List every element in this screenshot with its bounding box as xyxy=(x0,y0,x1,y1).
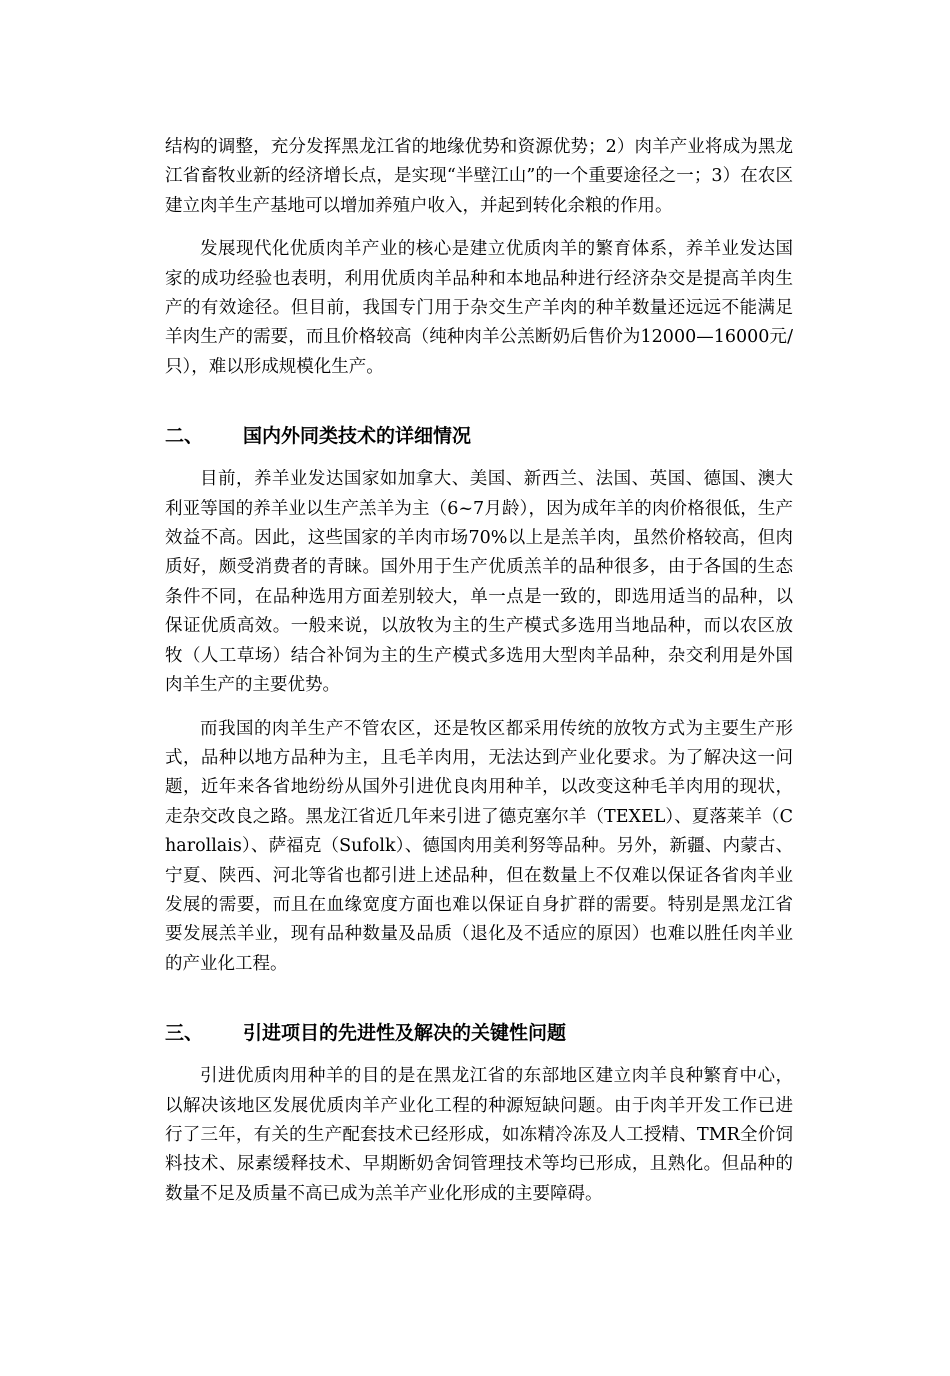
spacer xyxy=(165,1048,793,1062)
spacer xyxy=(165,979,793,1019)
section-number: 三、 xyxy=(165,1022,204,1045)
spacer xyxy=(165,701,793,715)
section-number: 二、 xyxy=(165,425,204,448)
paragraph-2: 发展现代化优质肉羊产业的核心是建立优质肉羊的繁育体系，养羊业发达国家的成功经验也表明，利用优质肉羊品种和本地品种进行经济杂交是提高羊肉生产的有效途径。但目前，我国专门用于杂交生产羊肉的种羊数量还远远不能满足羊肉生产的需要，而且价格较高（纯种肉羊公羔断奶后售价为12000—16000元/只），难以形成规模化生产。 xyxy=(165,239,793,377)
spacer xyxy=(165,382,793,422)
document-page xyxy=(165,133,793,1209)
paragraph-1: 结构的调整，充分发挥黑龙江省的地缘优势和资源优势；2）肉羊产业将成为黑龙江省畜牧业新的经济增长点，是实现“半壁江山”的一个重要途径之一；3）在农区建立肉羊生产基地可以增加养殖户收入，并起到转化余粮的作用。 xyxy=(165,137,793,216)
section-title: 国内外同类技术的详细情况 xyxy=(243,425,472,448)
paragraph-3: 目前，养羊业发达国家如加拿大、美国、新西兰、法国、英国、德国、澳大利亚等国的养羊业以生产羔羊为主（6~7月龄），因为成年羊的肉价格很低，生产效益不高。因此，这些国家的羊肉市场70%以上是羔羊肉，虽然价格较高，但肉质好，颇受消费者的青睐。国外用于生产优质羔羊的品种很多，由于各国的生态条件不同，在品种选用方面差别较大，单一点是一致的，即选用适当的品种，以保证优质高效。一般来说，以放牧为主的生产模式多选用当地品种，而以农区放牧（人工草场）结合补饲为主的生产模式多选用大型肉羊品种，杂交利用是外国肉羊生产的主要优势。 xyxy=(165,469,793,696)
paragraph-4: 而我国的肉羊生产不管农区，还是牧区都采用传统的放牧方式为主要生产形式，品种以地方品种为主，且毛羊肉用，无法达到产业化要求。为了解决这一问题，近年来各省地纷纷从国外引进优良肉用种羊，以改变这种毛羊肉用的现状，走杂交改良之路。黑龙江省近几年来引进了德克塞尔羊（TEXEL）、夏落莱羊（Charollais）、萨福克（Sufolk）、德国肉用美利努等品种。另外，新疆、内蒙古、宁夏、陕西、河北等省也都引进上述品种，但在数量上不仅难以保证各省肉羊业发展的需要，而且在血缘宽度方面也难以保证自身扩群的需要。特别是黑龙江省要发展羔羊业，现有品种数量及品质（退化及不适应的原因）也难以胜任肉羊业的产业化工程。 xyxy=(165,718,793,974)
section-title: 引进项目的先进性及解决的关键性问题 xyxy=(243,1022,567,1045)
spacer xyxy=(165,451,793,465)
paragraph-5: 引进优质肉用种羊的目的是在黑龙江省的东部地区建立肉羊良种繁育中心，以解决该地区发展优质肉羊产业化工程的种源短缺问题。由于肉羊开发工作已进行了三年，有关的生产配套技术已经形成，如冻精冷冻及人工授精、TMR全价饲料技术、尿素缓释技术、早期断奶舍饲管理技术等均已形成，且熟化。但品种的数量不足及质量不高已成为羔羊产业化形成的主要障碍。 xyxy=(165,1066,793,1204)
section-heading-3 xyxy=(165,1019,793,1048)
spacer xyxy=(165,221,793,235)
section-heading-2 xyxy=(165,422,793,451)
